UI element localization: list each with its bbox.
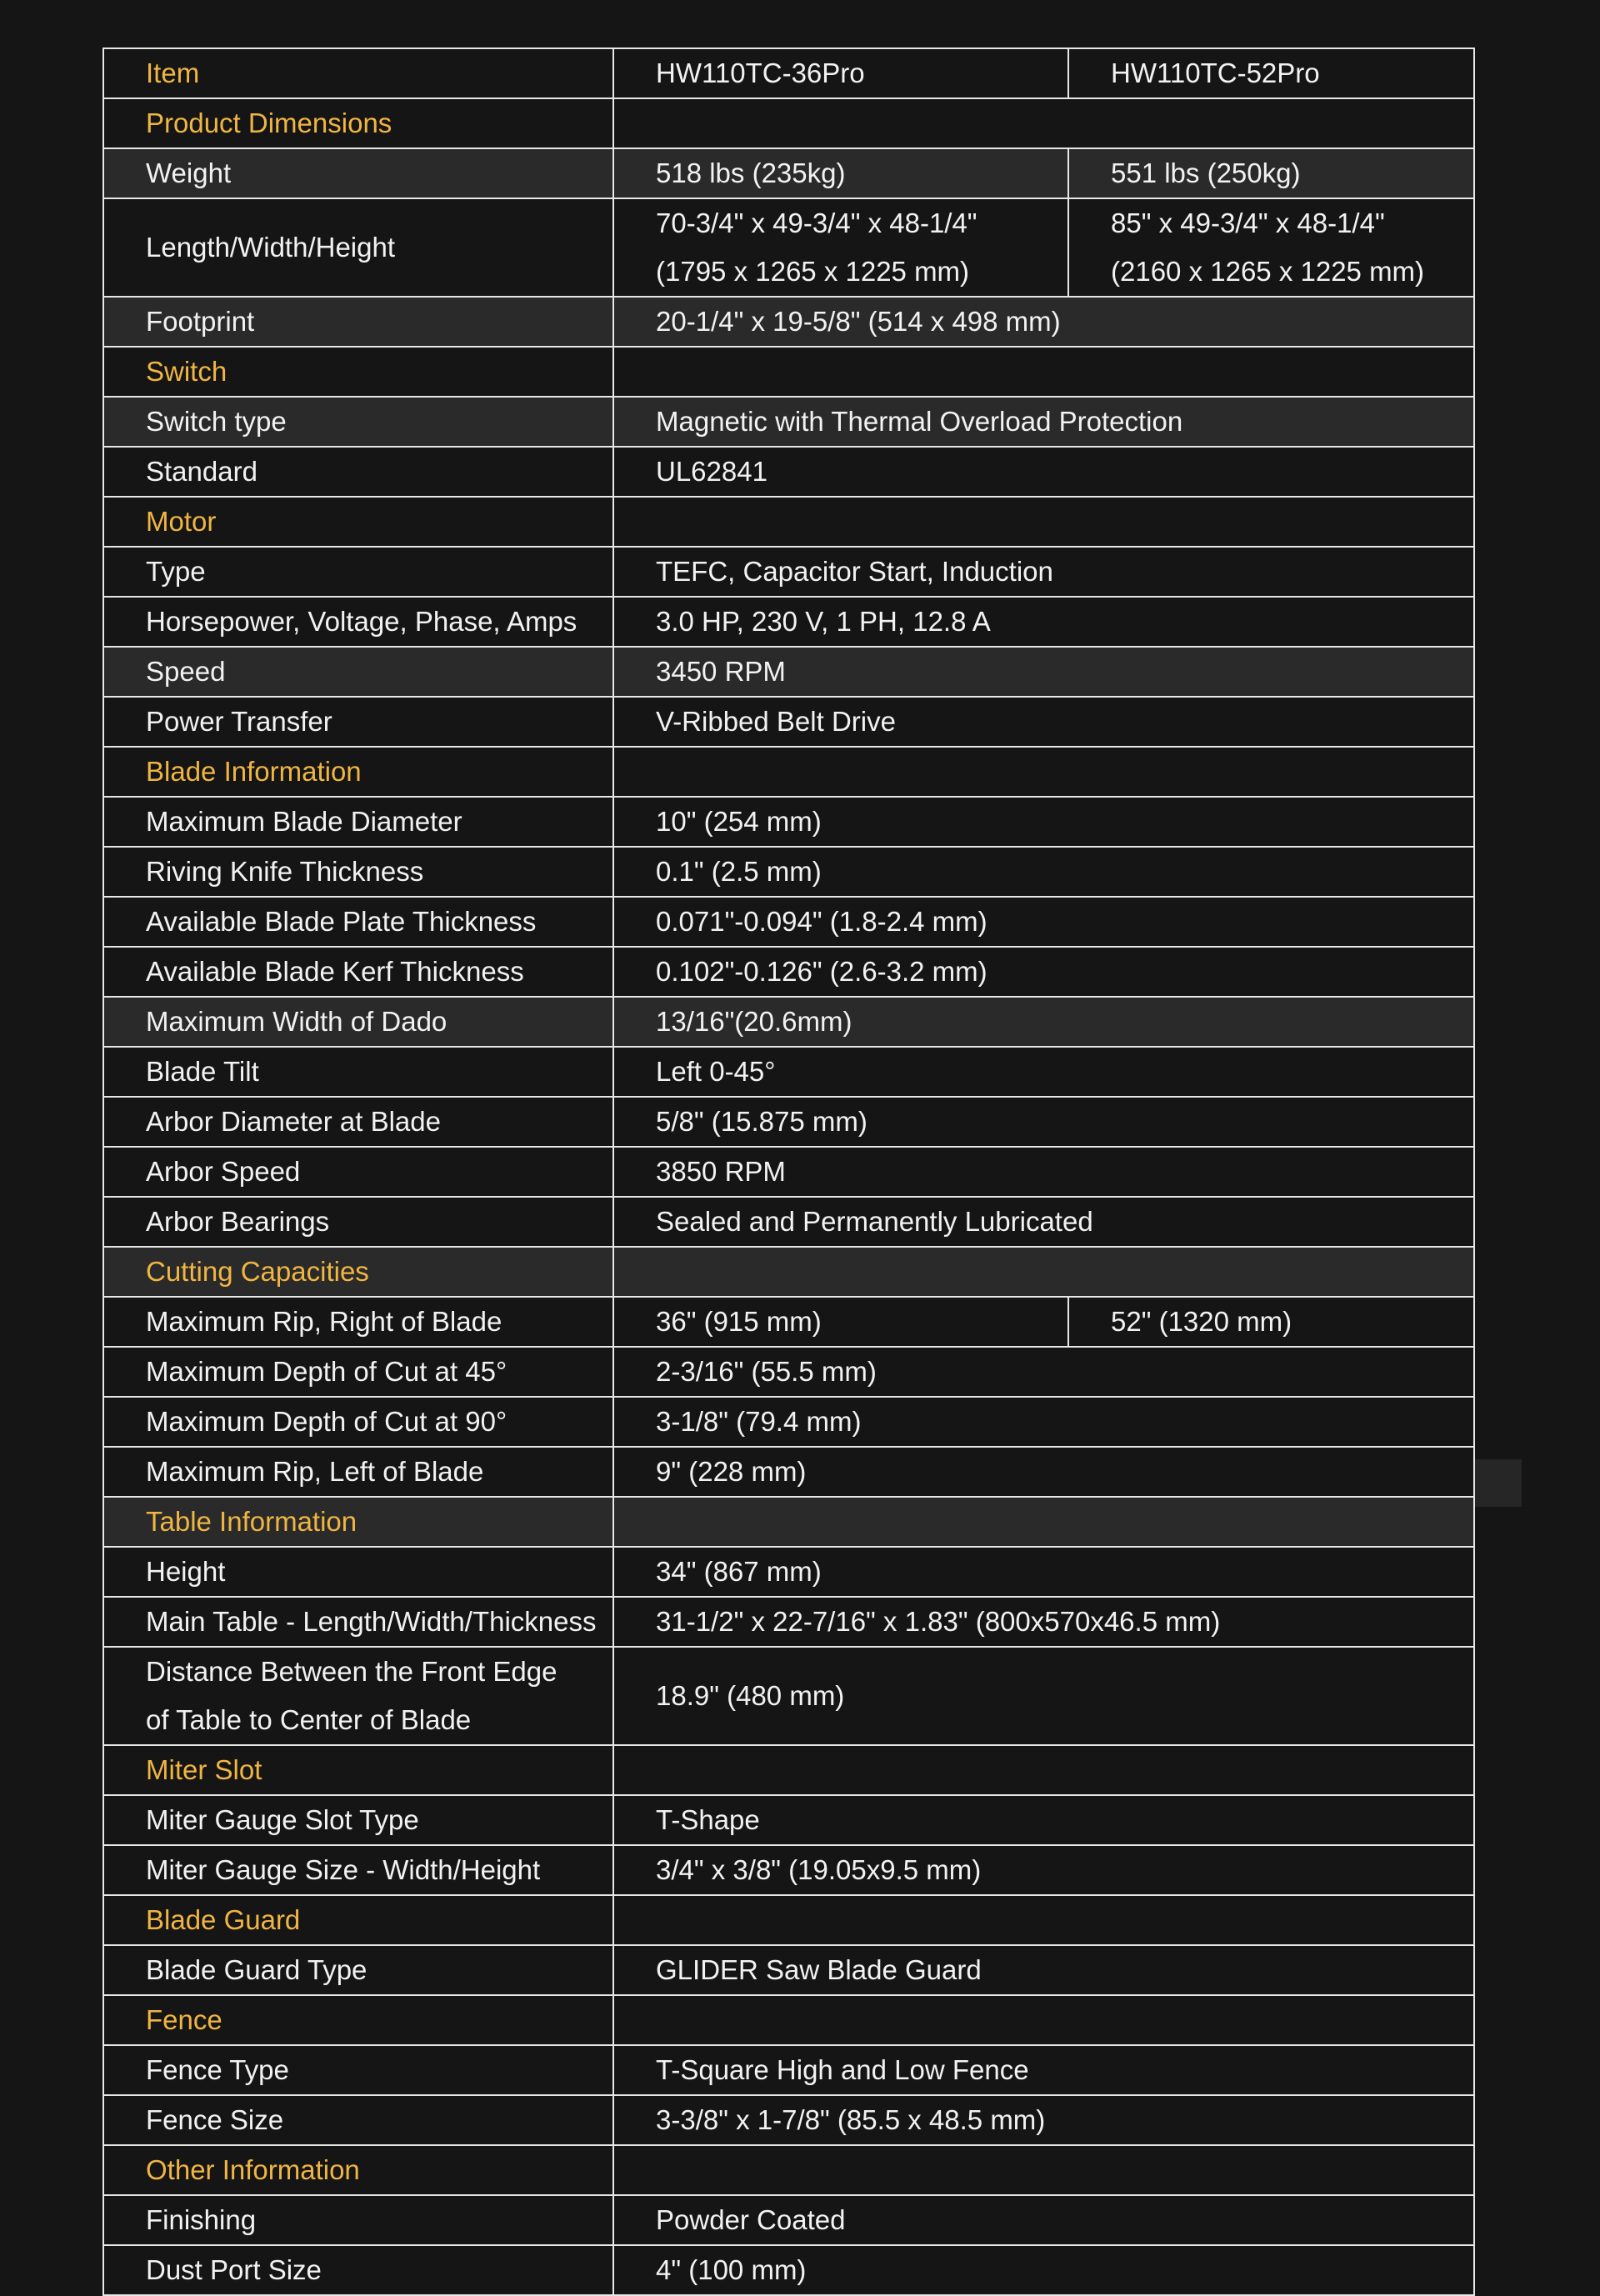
spec-label: Fence Size	[103, 2095, 613, 2145]
spec-value-52pro-line: 85" x 49-3/4" x 48-1/4"	[1111, 208, 1385, 238]
spec-label: Main Table - Length/Width/Thickness	[103, 1597, 613, 1647]
spec-value: 3-3/8" x 1-7/8" (85.5 x 48.5 mm)	[613, 2095, 1474, 2145]
spec-label: Maximum Rip, Right of Blade	[103, 1297, 613, 1347]
spec-label: Standard	[103, 447, 613, 497]
spec-value: Left 0-45°	[613, 1047, 1474, 1097]
spec-value: T-Square High and Low Fence	[613, 2045, 1474, 2095]
spec-label	[103, 1647, 613, 1745]
section-row	[103, 1895, 1474, 1945]
spec-label: Switch type	[103, 397, 613, 447]
section-row	[103, 1497, 1474, 1547]
section-title: Switch	[103, 347, 613, 397]
header-model-36pro: HW110TC-36Pro	[613, 48, 1068, 98]
spec-value: V-Ribbed Belt Drive	[613, 697, 1474, 747]
spec-label-line: of Table to Center of Blade	[146, 1704, 472, 1735]
spec-value: 13/16"(20.6mm)	[613, 997, 1474, 1047]
spec-row	[103, 1147, 1474, 1197]
spec-label: Arbor Speed	[103, 1147, 613, 1197]
spec-value: T-Shape	[613, 1795, 1474, 1845]
section-title: Table Information	[103, 1497, 613, 1547]
spec-row	[103, 1047, 1474, 1097]
spec-value-52pro: 551 lbs (250kg)	[1068, 148, 1474, 198]
spec-row	[103, 1597, 1474, 1647]
spec-value-52pro-line: (2160 x 1265 x 1225 mm)	[1111, 256, 1425, 287]
section-title: Blade Guard	[103, 1895, 613, 1945]
spec-label: Speed	[103, 647, 613, 697]
spec-label: Maximum Depth of Cut at 90°	[103, 1397, 613, 1447]
spec-label: Dust Port Size	[103, 2245, 613, 2295]
spec-row	[103, 198, 1474, 297]
spec-row	[103, 1447, 1474, 1497]
spec-row	[103, 2245, 1474, 2295]
spec-value: Powder Coated	[613, 2195, 1474, 2245]
spec-row	[103, 1845, 1474, 1895]
spec-row	[103, 647, 1474, 697]
spec-value: 2-3/16" (55.5 mm)	[613, 1347, 1474, 1397]
spec-row	[103, 997, 1474, 1047]
spec-value-36pro	[613, 198, 1068, 297]
spec-value: 31-1/2" x 22-7/16" x 1.83" (800x570x46.5 mm)	[613, 1597, 1474, 1647]
spec-body	[103, 98, 1474, 2295]
spec-label: Blade Guard Type	[103, 1945, 613, 1995]
spec-value: 10" (254 mm)	[613, 797, 1474, 847]
spec-row	[103, 1647, 1474, 1745]
spec-value: 5/8" (15.875 mm)	[613, 1097, 1474, 1147]
spec-value-36pro-line: (1795 x 1265 x 1225 mm)	[656, 256, 970, 287]
spec-label: Footprint	[103, 297, 613, 347]
header-row	[103, 48, 1474, 98]
spec-table	[102, 48, 1475, 2296]
section-title: Miter Slot	[103, 1745, 613, 1795]
spec-value: 20-1/4" x 19-5/8" (514 x 498 mm)	[613, 297, 1474, 347]
section-blank	[613, 747, 1474, 797]
spec-label: Maximum Rip, Left of Blade	[103, 1447, 613, 1497]
section-title: Motor	[103, 497, 613, 547]
section-row	[103, 1247, 1474, 1297]
spec-row	[103, 447, 1474, 497]
section-title: Fence	[103, 1995, 613, 2045]
section-blank	[613, 1745, 1474, 1795]
spec-label: Miter Gauge Slot Type	[103, 1795, 613, 1845]
spec-label: Fence Type	[103, 2045, 613, 2095]
spec-row	[103, 1197, 1474, 1247]
header-model-52pro: HW110TC-52Pro	[1068, 48, 1474, 98]
section-blank	[613, 1247, 1474, 1297]
background-stripe	[1474, 1459, 1522, 1507]
spec-label: Maximum Blade Diameter	[103, 797, 613, 847]
spec-row	[103, 1795, 1474, 1845]
spec-value: 3850 RPM	[613, 1147, 1474, 1197]
spec-value: 0.1" (2.5 mm)	[613, 847, 1474, 897]
spec-label: Height	[103, 1547, 613, 1597]
spec-row	[103, 947, 1474, 997]
spec-row	[103, 1397, 1474, 1447]
spec-row	[103, 797, 1474, 847]
section-row	[103, 2145, 1474, 2195]
spec-label: Type	[103, 547, 613, 597]
spec-label: Arbor Bearings	[103, 1197, 613, 1247]
section-title: Product Dimensions	[103, 98, 613, 148]
spec-row	[103, 2195, 1474, 2245]
spec-row	[103, 2045, 1474, 2095]
spec-row	[103, 1547, 1474, 1597]
section-title: Cutting Capacities	[103, 1247, 613, 1297]
spec-value: 4" (100 mm)	[613, 2245, 1474, 2295]
spec-label: Power Transfer	[103, 697, 613, 747]
spec-value: 9" (228 mm)	[613, 1447, 1474, 1497]
spec-label: Length/Width/Height	[103, 198, 613, 297]
section-title: Other Information	[103, 2145, 613, 2195]
spec-value: 3-1/8" (79.4 mm)	[613, 1397, 1474, 1447]
spec-value: 3450 RPM	[613, 647, 1474, 697]
section-row	[103, 747, 1474, 797]
spec-label: Maximum Depth of Cut at 45°	[103, 1347, 613, 1397]
spec-value-52pro	[1068, 198, 1474, 297]
spec-value: 3.0 HP, 230 V, 1 PH, 12.8 A	[613, 597, 1474, 647]
spec-row	[103, 148, 1474, 198]
spec-label: Maximum Width of Dado	[103, 997, 613, 1047]
spec-value-52pro: 52" (1320 mm)	[1068, 1297, 1474, 1347]
spec-value: 34" (867 mm)	[613, 1547, 1474, 1597]
spec-row	[103, 1945, 1474, 1995]
section-blank	[613, 1895, 1474, 1945]
section-row	[103, 98, 1474, 148]
spec-row	[103, 897, 1474, 947]
spec-value-36pro: 518 lbs (235kg)	[613, 148, 1068, 198]
spec-value: 3/4" x 3/8" (19.05x9.5 mm)	[613, 1845, 1474, 1895]
spec-row	[103, 847, 1474, 897]
spec-label: Horsepower, Voltage, Phase, Amps	[103, 597, 613, 647]
section-row	[103, 1995, 1474, 2045]
spec-value: 18.9" (480 mm)	[613, 1647, 1474, 1745]
spec-label: Arbor Diameter at Blade	[103, 1097, 613, 1147]
section-blank	[613, 98, 1474, 148]
spec-value: TEFC, Capacitor Start, Induction	[613, 547, 1474, 597]
section-blank	[613, 1995, 1474, 2045]
spec-row	[103, 1097, 1474, 1147]
spec-row	[103, 397, 1474, 447]
spec-value: Magnetic with Thermal Overload Protection	[613, 397, 1474, 447]
spec-value-36pro: 36" (915 mm)	[613, 1297, 1068, 1347]
spec-label: Weight	[103, 148, 613, 198]
spec-label: Available Blade Kerf Thickness	[103, 947, 613, 997]
spec-label: Blade Tilt	[103, 1047, 613, 1097]
section-title: Blade Information	[103, 747, 613, 797]
spec-label: Finishing	[103, 2195, 613, 2245]
section-row	[103, 347, 1474, 397]
section-blank	[613, 2145, 1474, 2195]
spec-row	[103, 547, 1474, 597]
spec-label-line: Distance Between the Front Edge	[146, 1656, 558, 1687]
spec-value: UL62841	[613, 447, 1474, 497]
spec-value: 0.102"-0.126" (2.6-3.2 mm)	[613, 947, 1474, 997]
spec-value: Sealed and Permanently Lubricated	[613, 1197, 1474, 1247]
section-row	[103, 1745, 1474, 1795]
section-blank	[613, 347, 1474, 397]
spec-row	[103, 597, 1474, 647]
header-item: Item	[103, 48, 613, 98]
spec-row	[103, 297, 1474, 347]
spec-label: Available Blade Plate Thickness	[103, 897, 613, 947]
spec-value: 0.071"-0.094" (1.8-2.4 mm)	[613, 897, 1474, 947]
spec-label: Miter Gauge Size - Width/Height	[103, 1845, 613, 1895]
spec-row	[103, 697, 1474, 747]
section-blank	[613, 1497, 1474, 1547]
spec-row	[103, 1297, 1474, 1347]
spec-row	[103, 1347, 1474, 1397]
spec-label: Riving Knife Thickness	[103, 847, 613, 897]
section-blank	[613, 497, 1474, 547]
spec-row	[103, 2095, 1474, 2145]
section-row	[103, 497, 1474, 547]
spec-value-36pro-line: 70-3/4" x 49-3/4" x 48-1/4"	[656, 208, 978, 238]
spec-value: GLIDER Saw Blade Guard	[613, 1945, 1474, 1995]
